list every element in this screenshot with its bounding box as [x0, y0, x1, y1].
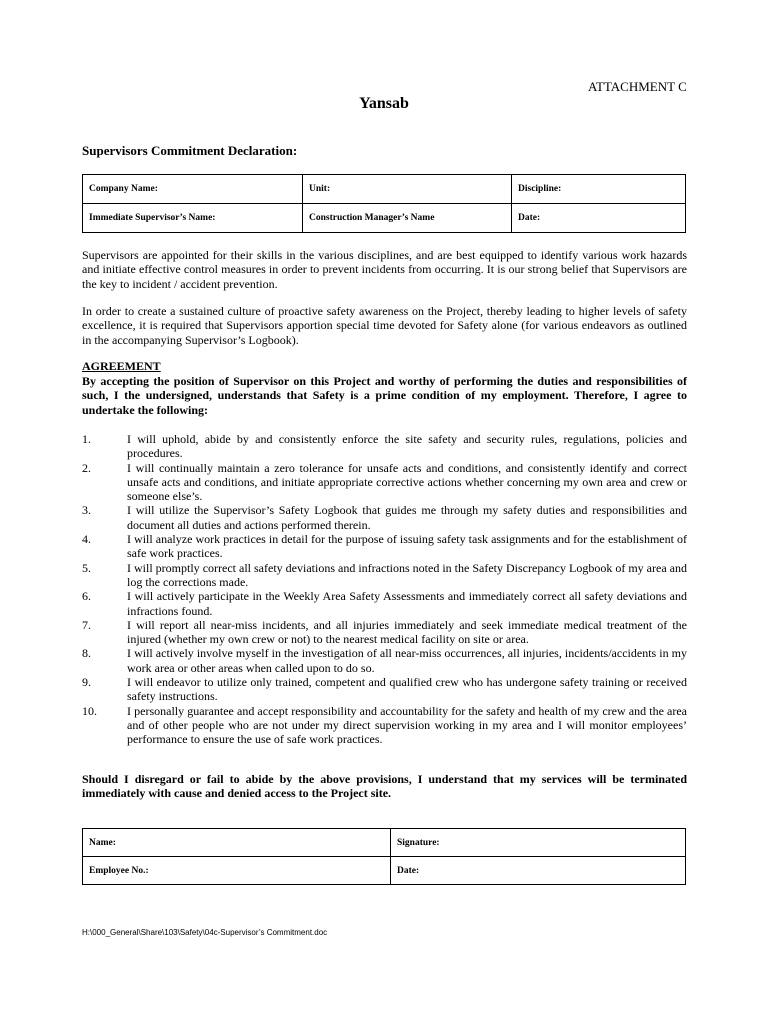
company-name-field[interactable]: Company Name:	[83, 175, 303, 204]
construction-manager-field[interactable]: Construction Manager’s Name	[303, 204, 512, 233]
item-number: 4.	[82, 532, 91, 547]
item-text: I will utilize the Supervisor’s Safety Logbook that guides me through my safety duties and responsibilities and document all duties and actions performed therein.	[127, 503, 687, 532]
list-item	[82, 432, 687, 461]
declaration-heading: Supervisors Commitment Declaration:	[82, 143, 298, 158]
item-number: 9.	[82, 675, 91, 690]
date-field[interactable]: Date:	[512, 204, 686, 233]
agreement-text: By accepting the position of Supervisor on this Project and worthy of performing the duties and responsibilities of such, I the undersigned, understands that Safety is a prime condition of my employment. Therefore, I agree to undertake the following:	[82, 374, 687, 417]
item-number: 7.	[82, 617, 91, 632]
list-item	[82, 461, 687, 504]
termination-clause: Should I disregard or fail to abide by the above provisions, I understand that my services will be terminated immediately with cause and denied access to the Project site.	[82, 772, 687, 801]
form-row	[83, 857, 686, 885]
list-item	[82, 675, 687, 704]
item-text: I will actively participate in the Weekly Area Safety Assessments and immediately correct all safety deviations and infractions found.	[127, 589, 687, 618]
intro-paragraph: Supervisors are appointed for their skills in the various disciplines, and are best equipped to identify various work hazards and initiate effective control measures in order to prevent incidents from occurring. It is our strong belief that Supervisors are the key to incident / accident prevention.	[82, 248, 687, 291]
list-item	[82, 589, 687, 618]
form-row	[83, 204, 686, 233]
document-title: Yansab	[359, 95, 409, 112]
name-field[interactable]: Name:	[83, 829, 391, 857]
item-number: 8.	[82, 646, 91, 661]
item-text: I will continually maintain a zero tolerance for unsafe acts and conditions, and consistently identify and correct unsafe acts and conditions, and initiate appropriate corrective actions whether concerning my own area and crew or someone else’s.	[127, 460, 687, 504]
employee-no-field[interactable]: Employee No.:	[83, 857, 391, 885]
discipline-field[interactable]: Discipline:	[512, 175, 686, 204]
attachment-label: ATTACHMENT C	[588, 79, 687, 94]
signature-field[interactable]: Signature:	[391, 829, 686, 857]
item-text: I personally guarantee and accept responsibility and accountability for the safety and health of my crew and the area and of other people who are not under my direct supervision working in my area and I will monitor employees’ performance to ensure the use of safe work practices.	[127, 703, 687, 747]
list-item	[82, 704, 687, 747]
item-number: 1.	[82, 432, 91, 446]
list-item	[82, 618, 687, 647]
file-path-footer: H:\000_General\Share\103\Safety\04c-Supervisor’s Commitment.doc	[82, 928, 328, 937]
item-text: I will promptly correct all safety deviations and infractions noted in the Safety Discrepancy Logbook of my area and log the corrections made.	[127, 560, 687, 589]
item-number: 2.	[82, 460, 91, 475]
item-text: I will analyze work practices in detail for the purpose of issuing safety task assignments and for the establishment of safe work practices.	[127, 532, 687, 561]
agreement-heading: AGREEMENT	[82, 359, 161, 373]
item-text: I will uphold, abide by and consistently enforce the site safety and security rules, regulations, policies and procedures.	[127, 432, 687, 461]
supervisor-info-form	[82, 174, 686, 233]
item-number: 3.	[82, 503, 91, 518]
item-text: I will report all near-miss incidents, and all injuries immediately and seek immediate medical treatment of the injured (whether my own crew or not) to the nearest medical facility on site or area.	[127, 617, 687, 647]
list-item	[82, 503, 687, 532]
immediate-supervisor-field[interactable]: Immediate Supervisor’s Name:	[83, 204, 303, 233]
list-item	[82, 561, 687, 590]
item-text: I will endeavor to utilize only trained, competent and qualified crew who has undergone safety training or received safety instructions.	[127, 675, 687, 704]
unit-field[interactable]: Unit:	[303, 175, 512, 204]
list-item	[82, 532, 687, 561]
signature-form	[82, 828, 686, 885]
commitment-list	[82, 432, 687, 747]
culture-paragraph: In order to create a sustained culture of proactive safety awareness on the Project, thereby leading to higher levels of safety excellence, it is required that Supervisors apportion special time devoted for Safety alone (for various endeavors as outlined in the accompanying Supervisor’s Logbook).	[82, 304, 687, 347]
item-number: 5.	[82, 560, 91, 575]
form-row	[83, 175, 686, 204]
signature-date-field[interactable]: Date:	[391, 857, 686, 885]
form-row	[83, 829, 686, 857]
list-item	[82, 646, 687, 675]
item-number: 10.	[82, 703, 97, 718]
item-text: I will actively involve myself in the investigation of all near-miss occurrences, all injuries, incidents/accidents in my work area or other areas when called upon to do so.	[127, 646, 687, 675]
item-number: 6.	[82, 589, 91, 604]
